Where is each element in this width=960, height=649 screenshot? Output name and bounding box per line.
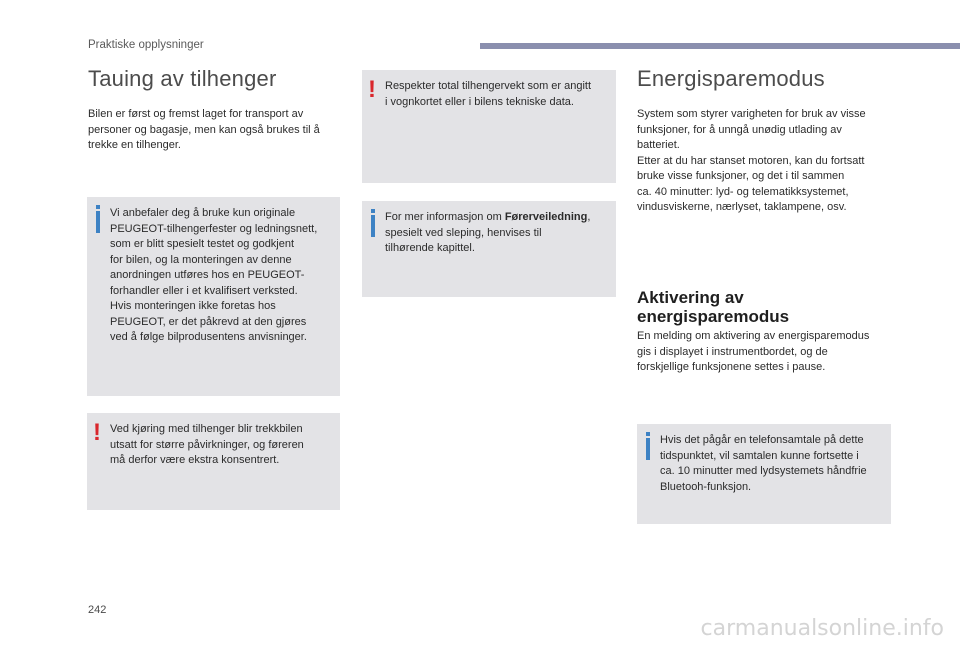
info-text-rest: , spesielt ved sleping, henvises til tilhørende kapittel.	[385, 211, 591, 254]
activation-text: En melding om aktivering av energisparemodus gis i displayet i instrumentbordet, og de forskjellige funksjonene settes i pause.	[637, 330, 870, 373]
warning-icon: !	[368, 76, 376, 103]
warning-box-weight-text: Respekter total tilhengervekt som er angitt i vognkortet eller i bilens tekniske data.	[385, 80, 592, 108]
driver-guide-reference: Førerveiledning	[504, 211, 588, 223]
header-accent-bar	[480, 43, 960, 49]
info-icon	[96, 211, 100, 233]
info-box-towbar-text: Vi anbefaler deg å bruke kun originale PEUGEOT-tilhengerfester og ledningsnett, som er blitt spesielt testet og godkjent for bilen, og la monteringen av denne anordningen utføres hos en PEUGEOT- forhandler eller i et kvalifisert verksted. Hvis monteringen ikke foretas hos PEUGEOT, er det påkrevd at den gjøres ved å følge bilprodusentens anvisninger.	[110, 207, 318, 343]
subtitle-activation: Aktivering av energisparemodus	[637, 288, 790, 326]
page-title-towing: Tauing av tilhenger	[88, 66, 277, 91]
info-box-towbar	[87, 197, 340, 396]
page-title-energy-saving: Energisparemodus	[637, 66, 825, 91]
page-number: 242	[88, 604, 107, 616]
warning-icon: !	[93, 419, 101, 446]
info-box-more-info	[362, 201, 616, 297]
info-box-phone-call-text: Hvis det pågår en telefonsamtale på dette tidspunktet, vil samtalen kunne fortsette i ca. 10 minutter med lydsystemets håndfrie Bluetooh-funksjon.	[660, 434, 867, 493]
info-text-lead: For mer informasjon om	[385, 211, 505, 223]
warning-box-driving	[87, 413, 340, 510]
info-icon	[646, 438, 650, 460]
watermark: carmanualsonline.info	[700, 616, 944, 641]
info-box-phone-call	[637, 424, 891, 524]
info-icon	[371, 215, 375, 237]
info-box-more-info-text	[385, 210, 608, 257]
warning-box-driving-text: Ved kjøring med tilhenger blir trekkbilen utsatt for større påvirkninger, og føreren må derfor være ekstra konsentrert.	[110, 423, 304, 466]
energy-saving-intro: System som styrer varigheten for bruk av visse funksjoner, for å unngå unødig utlading av batteriet. Etter at du har stanset motoren, kan du fortsatt bruke visse funksjoner, og det i til sammen ca. 40 minutter: lyd- og telematikksystemet, vindusviskerne, nærlyset, taklampene, osv.	[637, 108, 866, 213]
section-header: Praktiske opplysninger	[88, 39, 204, 51]
warning-box-weight	[362, 70, 616, 183]
towing-intro: Bilen er først og fremst laget for transport av personer og bagasje, men kan også brukes til å trekke en tilhenger.	[88, 108, 320, 151]
